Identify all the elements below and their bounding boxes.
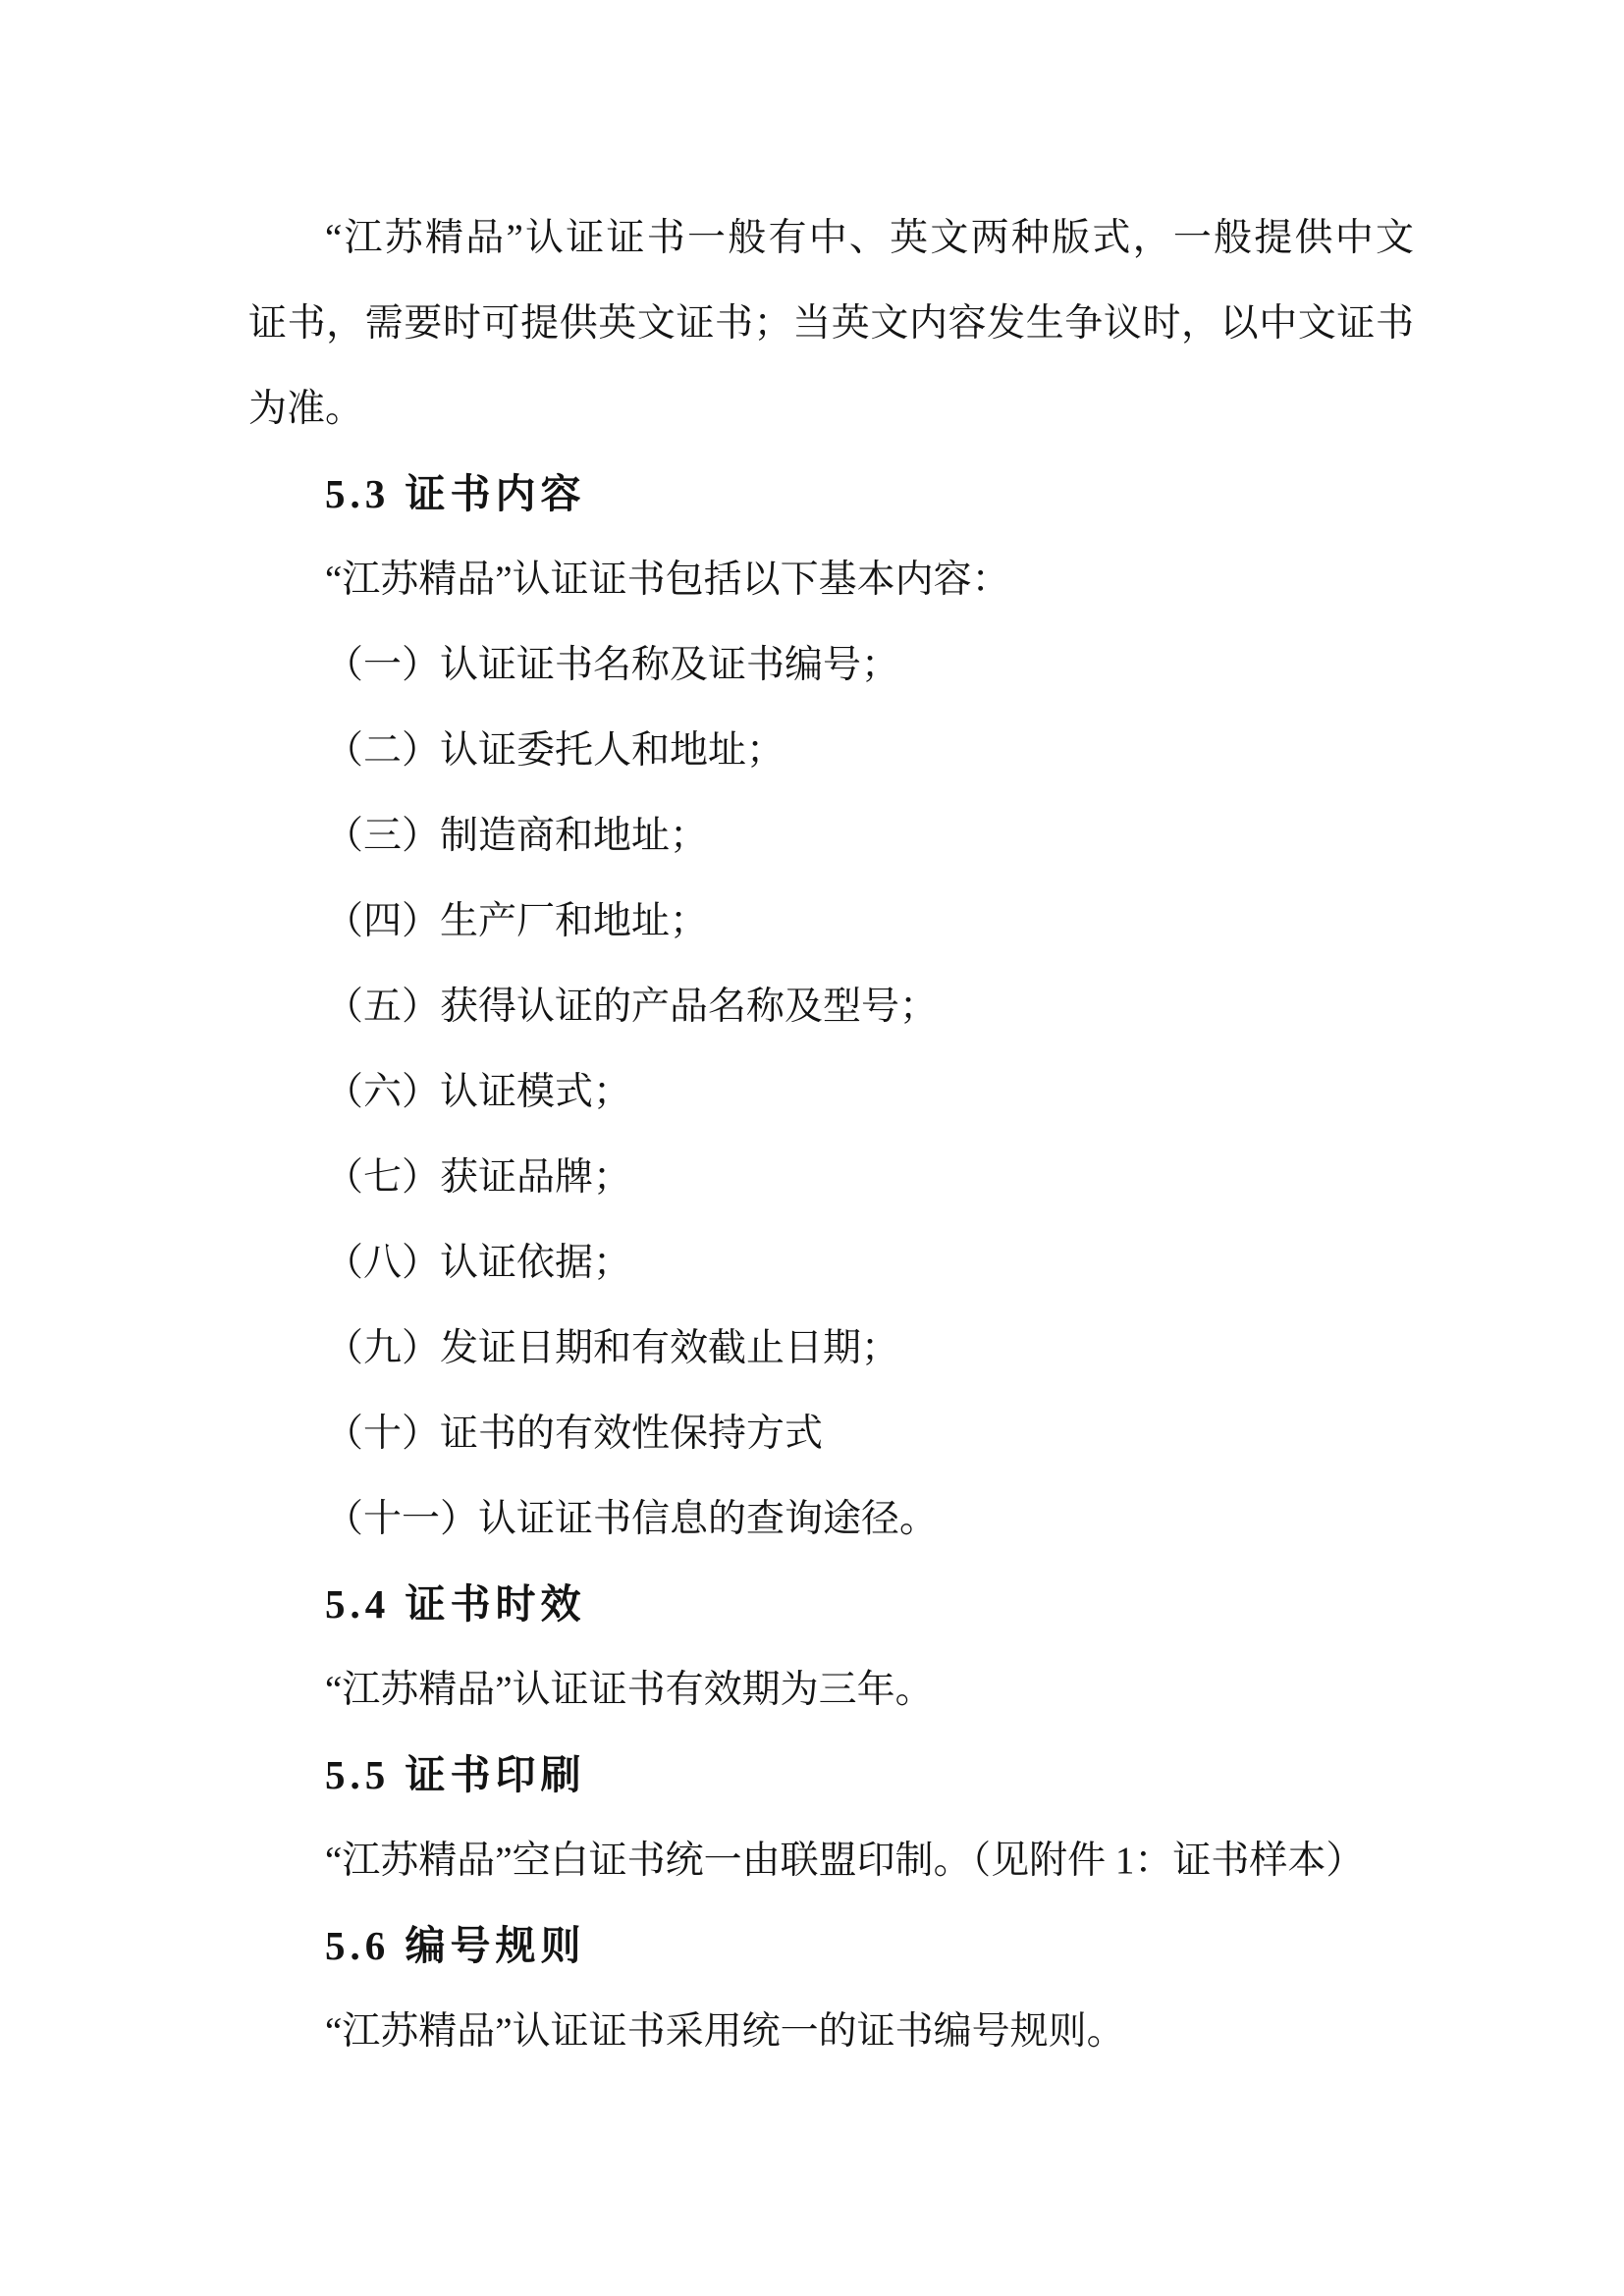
section-5-5-body: “江苏精品”空白证书统一由联盟印制。（见附件 1：证书样本） [325, 1840, 1365, 1882]
list-item: （一）认证证书名称及证书编号； [325, 644, 900, 686]
list-item: （三）制造商和地址； [325, 815, 709, 857]
list-item: （五）获得认证的产品名称及型号； [325, 986, 939, 1028]
list-item: （十一）认证证书信息的查询途径。 [325, 1498, 939, 1540]
section-5-3-intro: “江苏精品”认证证书包括以下基本内容： [325, 559, 1010, 601]
section-heading-5-3: 5.3 证书内容 [325, 471, 586, 516]
section-heading-5-6: 5.6 编号规则 [325, 1923, 586, 1968]
list-item: （二）认证委托人和地址； [325, 729, 785, 772]
list-item: （七）获证品牌； [325, 1156, 632, 1199]
list-item: （九）发证日期和有效截止日期； [325, 1327, 900, 1369]
page-content [248, 195, 1414, 2074]
section-heading-5-4: 5.4 证书时效 [325, 1581, 586, 1627]
paragraph-line: 证书，需要时可提供英文证书；当英文内容发生争议时，以中文证书 [248, 302, 1414, 345]
paragraph-line: 为准。 [248, 388, 364, 430]
list-item: （八）认证依据； [325, 1242, 632, 1284]
list-item: （十）证书的有效性保持方式 [325, 1413, 824, 1455]
list-item: （六）认证模式； [325, 1071, 632, 1113]
paragraph-line: “江苏精品”认证证书一般有中、英文两种版式，一般提供中文 [325, 217, 1414, 259]
section-heading-5-5: 5.5 证书印刷 [325, 1752, 586, 1797]
section-5-6-body: “江苏精品”认证证书采用统一的证书编号规则。 [325, 2010, 1125, 2053]
section-5-4-body: “江苏精品”认证证书有效期为三年。 [325, 1669, 934, 1711]
list-item: （四）生产厂和地址； [325, 900, 709, 942]
